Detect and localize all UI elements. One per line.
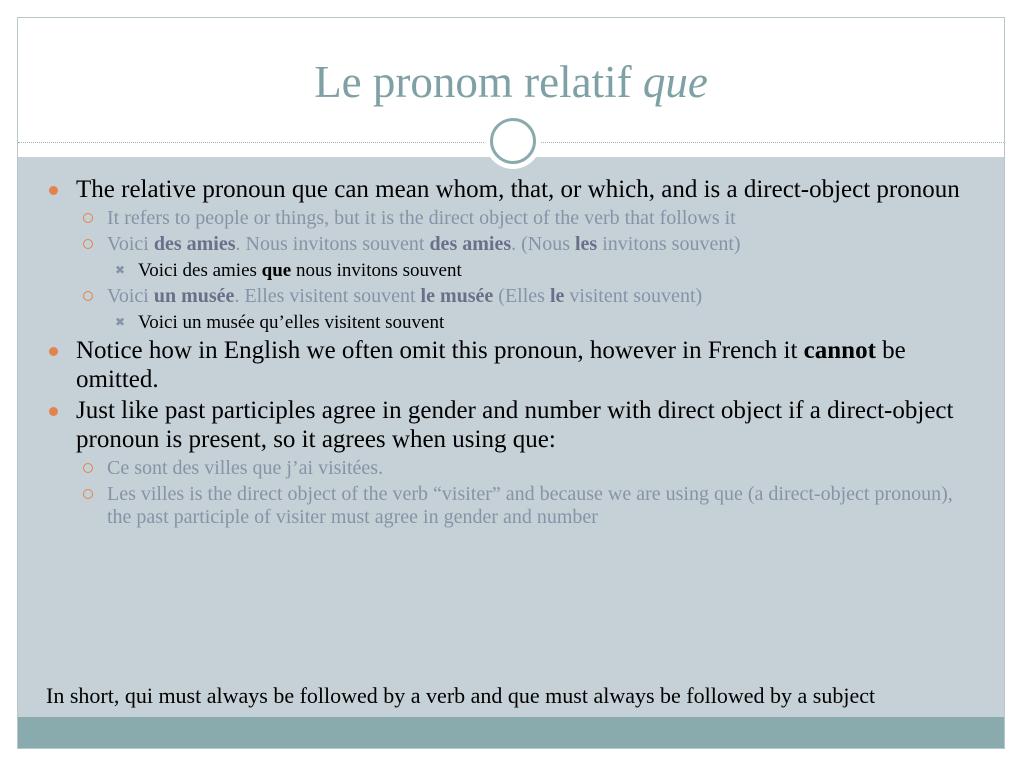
text-part: be omitted. (76, 337, 906, 393)
hollow-circle-bullet-icon (83, 239, 93, 249)
hollow-circle-bullet-icon (83, 291, 93, 301)
sub-sub-bullet-text: Voici un musée qu’elles visitent souvent (138, 312, 445, 333)
hollow-circle-bullet-icon (83, 463, 93, 473)
bottom-band (18, 717, 1004, 749)
sub-bullet-text: It refers to people or things, but it is the direct object of the verb that follows it (107, 207, 736, 229)
divider-circle-icon (490, 118, 536, 164)
sub-bullet-text (107, 233, 741, 255)
bold-part: cannot (803, 337, 876, 364)
text-part: (Elles (493, 285, 550, 307)
bold-part: que (261, 260, 292, 281)
slide (17, 17, 1005, 749)
x-bullet-icon: ✖ (115, 263, 126, 277)
text-part: . Elles visitent souvent (234, 285, 421, 307)
filled-circle-bullet-icon (49, 186, 58, 195)
sub-bullet-item (18, 457, 1004, 480)
bullet-item (18, 396, 1004, 454)
sub-bullet-item (18, 207, 1004, 230)
bold-part: le (549, 285, 565, 307)
sub-bullet-text (107, 285, 702, 307)
bold-part: le musée (420, 285, 494, 307)
bold-part: les (575, 233, 598, 255)
text-part: Voici des amies (138, 260, 262, 281)
sub-bullet-item (18, 483, 1004, 529)
hollow-circle-bullet-icon (83, 489, 93, 499)
sub-bullet-text: Les villes is the direct object of the verb “visiter” and because we are using que (a direct-object pronoun), the past participle of visiter must agree in gender and number (107, 483, 953, 528)
bullet-list (18, 173, 1004, 529)
title-text: Le pronom relatif (314, 57, 643, 107)
slide-title (18, 54, 1004, 110)
bullet-text: Just like past participles agree in gender and number with direct object if a direct-object pronoun is present, so it agrees when using que: (76, 397, 954, 453)
text-part: Notice how in English we often omit this pronoun, however in French it (76, 337, 804, 364)
text-part: . Nous invitons souvent (235, 233, 430, 255)
sub-bullet-text: Ce sont des villes que j’ai visitées. (107, 457, 384, 479)
sub-sub-bullet-text (138, 260, 462, 281)
bullet-text (76, 337, 906, 393)
text-part: . (Nous (511, 233, 575, 255)
summary-text: In short, qui must always be followed by a verb and que must always be followed by a subject (46, 683, 876, 708)
x-bullet-icon: ✖ (115, 315, 126, 329)
sub-bullet-item (18, 233, 1004, 256)
sub-bullet-item (18, 285, 1004, 308)
text-part: visitent souvent) (564, 285, 703, 307)
text-part: nous invitons souvent (291, 260, 462, 281)
sub-sub-bullet-item (18, 259, 1004, 282)
bold-part: un musée (153, 285, 235, 307)
bullet-item (18, 175, 1004, 204)
filled-circle-bullet-icon (49, 407, 58, 416)
bullet-item (18, 336, 1004, 394)
text-part: Voici (107, 285, 154, 307)
hollow-circle-bullet-icon (83, 213, 93, 223)
title-italic-word: que (642, 57, 708, 107)
bold-part: des amies (429, 233, 512, 255)
sub-sub-bullet-item (18, 311, 1004, 334)
bullet-text: The relative pronoun que can mean whom, that, or which, and is a direct-object pronoun (76, 176, 960, 203)
bold-part: des amies (153, 233, 236, 255)
text-part: invitons souvent) (597, 233, 741, 255)
filled-circle-bullet-icon (49, 347, 58, 356)
text-part: Voici (107, 233, 154, 255)
